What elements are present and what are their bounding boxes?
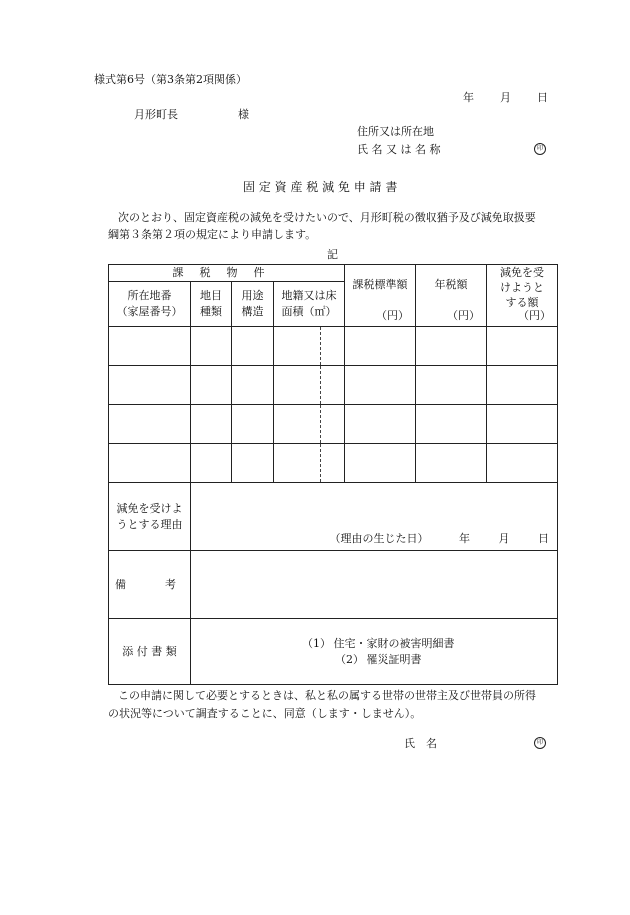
standard-amount-cell[interactable] bbox=[345, 405, 416, 444]
reason-label: 減免を受けよ うとする理由 bbox=[109, 483, 191, 551]
exemption-amount-cell[interactable] bbox=[487, 327, 558, 366]
use-cell[interactable] bbox=[232, 327, 274, 366]
table-row bbox=[109, 405, 558, 444]
annual-tax-cell[interactable] bbox=[416, 366, 487, 405]
area-integer-cell[interactable] bbox=[274, 366, 321, 405]
table-row bbox=[109, 444, 558, 483]
date-month-label: 月 bbox=[500, 91, 511, 104]
location-cell[interactable] bbox=[109, 327, 191, 366]
land-category-cell[interactable] bbox=[191, 327, 232, 366]
area-header: 地籍又は床 面積（㎡） bbox=[274, 282, 345, 327]
seal-icon: 印 bbox=[534, 143, 546, 155]
area-decimal-cell[interactable] bbox=[321, 327, 345, 366]
attachments-label: 添 付 書 類 bbox=[109, 619, 191, 685]
area-decimal-cell[interactable] bbox=[321, 444, 345, 483]
attachments-list bbox=[191, 619, 558, 685]
land-category-cell[interactable] bbox=[191, 444, 232, 483]
name-label: 氏 名 又 は 名 称 bbox=[357, 143, 441, 156]
annual-tax-header: 年税額 （円） bbox=[416, 265, 487, 327]
use-cell[interactable] bbox=[232, 444, 274, 483]
area-integer-cell[interactable] bbox=[274, 405, 321, 444]
area-integer-cell[interactable] bbox=[274, 327, 321, 366]
standard-amount-cell[interactable] bbox=[345, 366, 416, 405]
signature-label: 氏 名 bbox=[404, 737, 437, 750]
document-title: 固 定 資 産 税 減 免 申 請 書 bbox=[243, 180, 398, 194]
exemption-amount-cell[interactable] bbox=[487, 366, 558, 405]
use-header: 用途 構造 bbox=[232, 282, 274, 327]
standard-amount-cell[interactable] bbox=[345, 327, 416, 366]
exemption-amount-cell[interactable] bbox=[487, 405, 558, 444]
land-category-header: 地目 種類 bbox=[191, 282, 232, 327]
date-year-label: 年 bbox=[463, 91, 474, 104]
annual-tax-cell[interactable] bbox=[416, 405, 487, 444]
area-integer-cell[interactable] bbox=[274, 444, 321, 483]
exemption-amount-header: 減免を受 けようと する額 （円） bbox=[487, 265, 558, 327]
land-category-cell[interactable] bbox=[191, 366, 232, 405]
standard-amount-cell[interactable] bbox=[345, 444, 416, 483]
ki-marker: 記 bbox=[327, 248, 338, 261]
intro-line-1: 次のとおり、固定資産税の減免を受けたいので、月形町税の徴収猶予及び減免取扱要 bbox=[118, 211, 536, 224]
date-day-label: 日 bbox=[537, 91, 548, 104]
addressee: 月形町長 bbox=[134, 108, 178, 121]
standard-amount-header: 課税標準額 （円） bbox=[345, 265, 416, 327]
location-cell[interactable] bbox=[109, 366, 191, 405]
remarks-label: 備 考 bbox=[109, 551, 191, 619]
exemption-amount-cell[interactable] bbox=[487, 444, 558, 483]
consent-line-1: この申請に関して必要とするときは、私と私の属する世帯の世帯主及び世帯員の所得 bbox=[118, 689, 536, 702]
annual-tax-cell[interactable] bbox=[416, 327, 487, 366]
property-header: 課税物件 bbox=[109, 265, 345, 282]
intro-line-2: 綱第３条第２項の規定により申請します。 bbox=[108, 228, 317, 241]
area-decimal-cell[interactable] bbox=[321, 405, 345, 444]
location-cell[interactable] bbox=[109, 444, 191, 483]
location-header: 所在地番 （家屋番号） bbox=[109, 282, 191, 327]
list-item: （2） 罹災証明書 bbox=[335, 652, 422, 666]
form-number: 様式第6号（第3条第2項関係） bbox=[94, 73, 247, 86]
reason-field[interactable] bbox=[191, 483, 558, 551]
honorific: 様 bbox=[238, 108, 249, 121]
annual-tax-cell[interactable] bbox=[416, 444, 487, 483]
location-cell[interactable] bbox=[109, 405, 191, 444]
reason-date: （理由の生じた日） 年 月 日 bbox=[329, 532, 550, 545]
list-item: （1） 住宅・家財の被害明細書 bbox=[302, 636, 455, 650]
area-decimal-cell[interactable] bbox=[321, 366, 345, 405]
property-table bbox=[108, 264, 558, 685]
use-cell[interactable] bbox=[232, 366, 274, 405]
table-row bbox=[109, 327, 558, 366]
use-cell[interactable] bbox=[232, 405, 274, 444]
remarks-field[interactable] bbox=[191, 551, 558, 619]
consent-line-2: の状況等について調査することに、同意（します・しません）。 bbox=[108, 707, 422, 720]
signature-seal-icon: 印 bbox=[534, 737, 546, 749]
land-category-cell[interactable] bbox=[191, 405, 232, 444]
table-row bbox=[109, 366, 558, 405]
address-label: 住所又は所在地 bbox=[357, 125, 434, 138]
